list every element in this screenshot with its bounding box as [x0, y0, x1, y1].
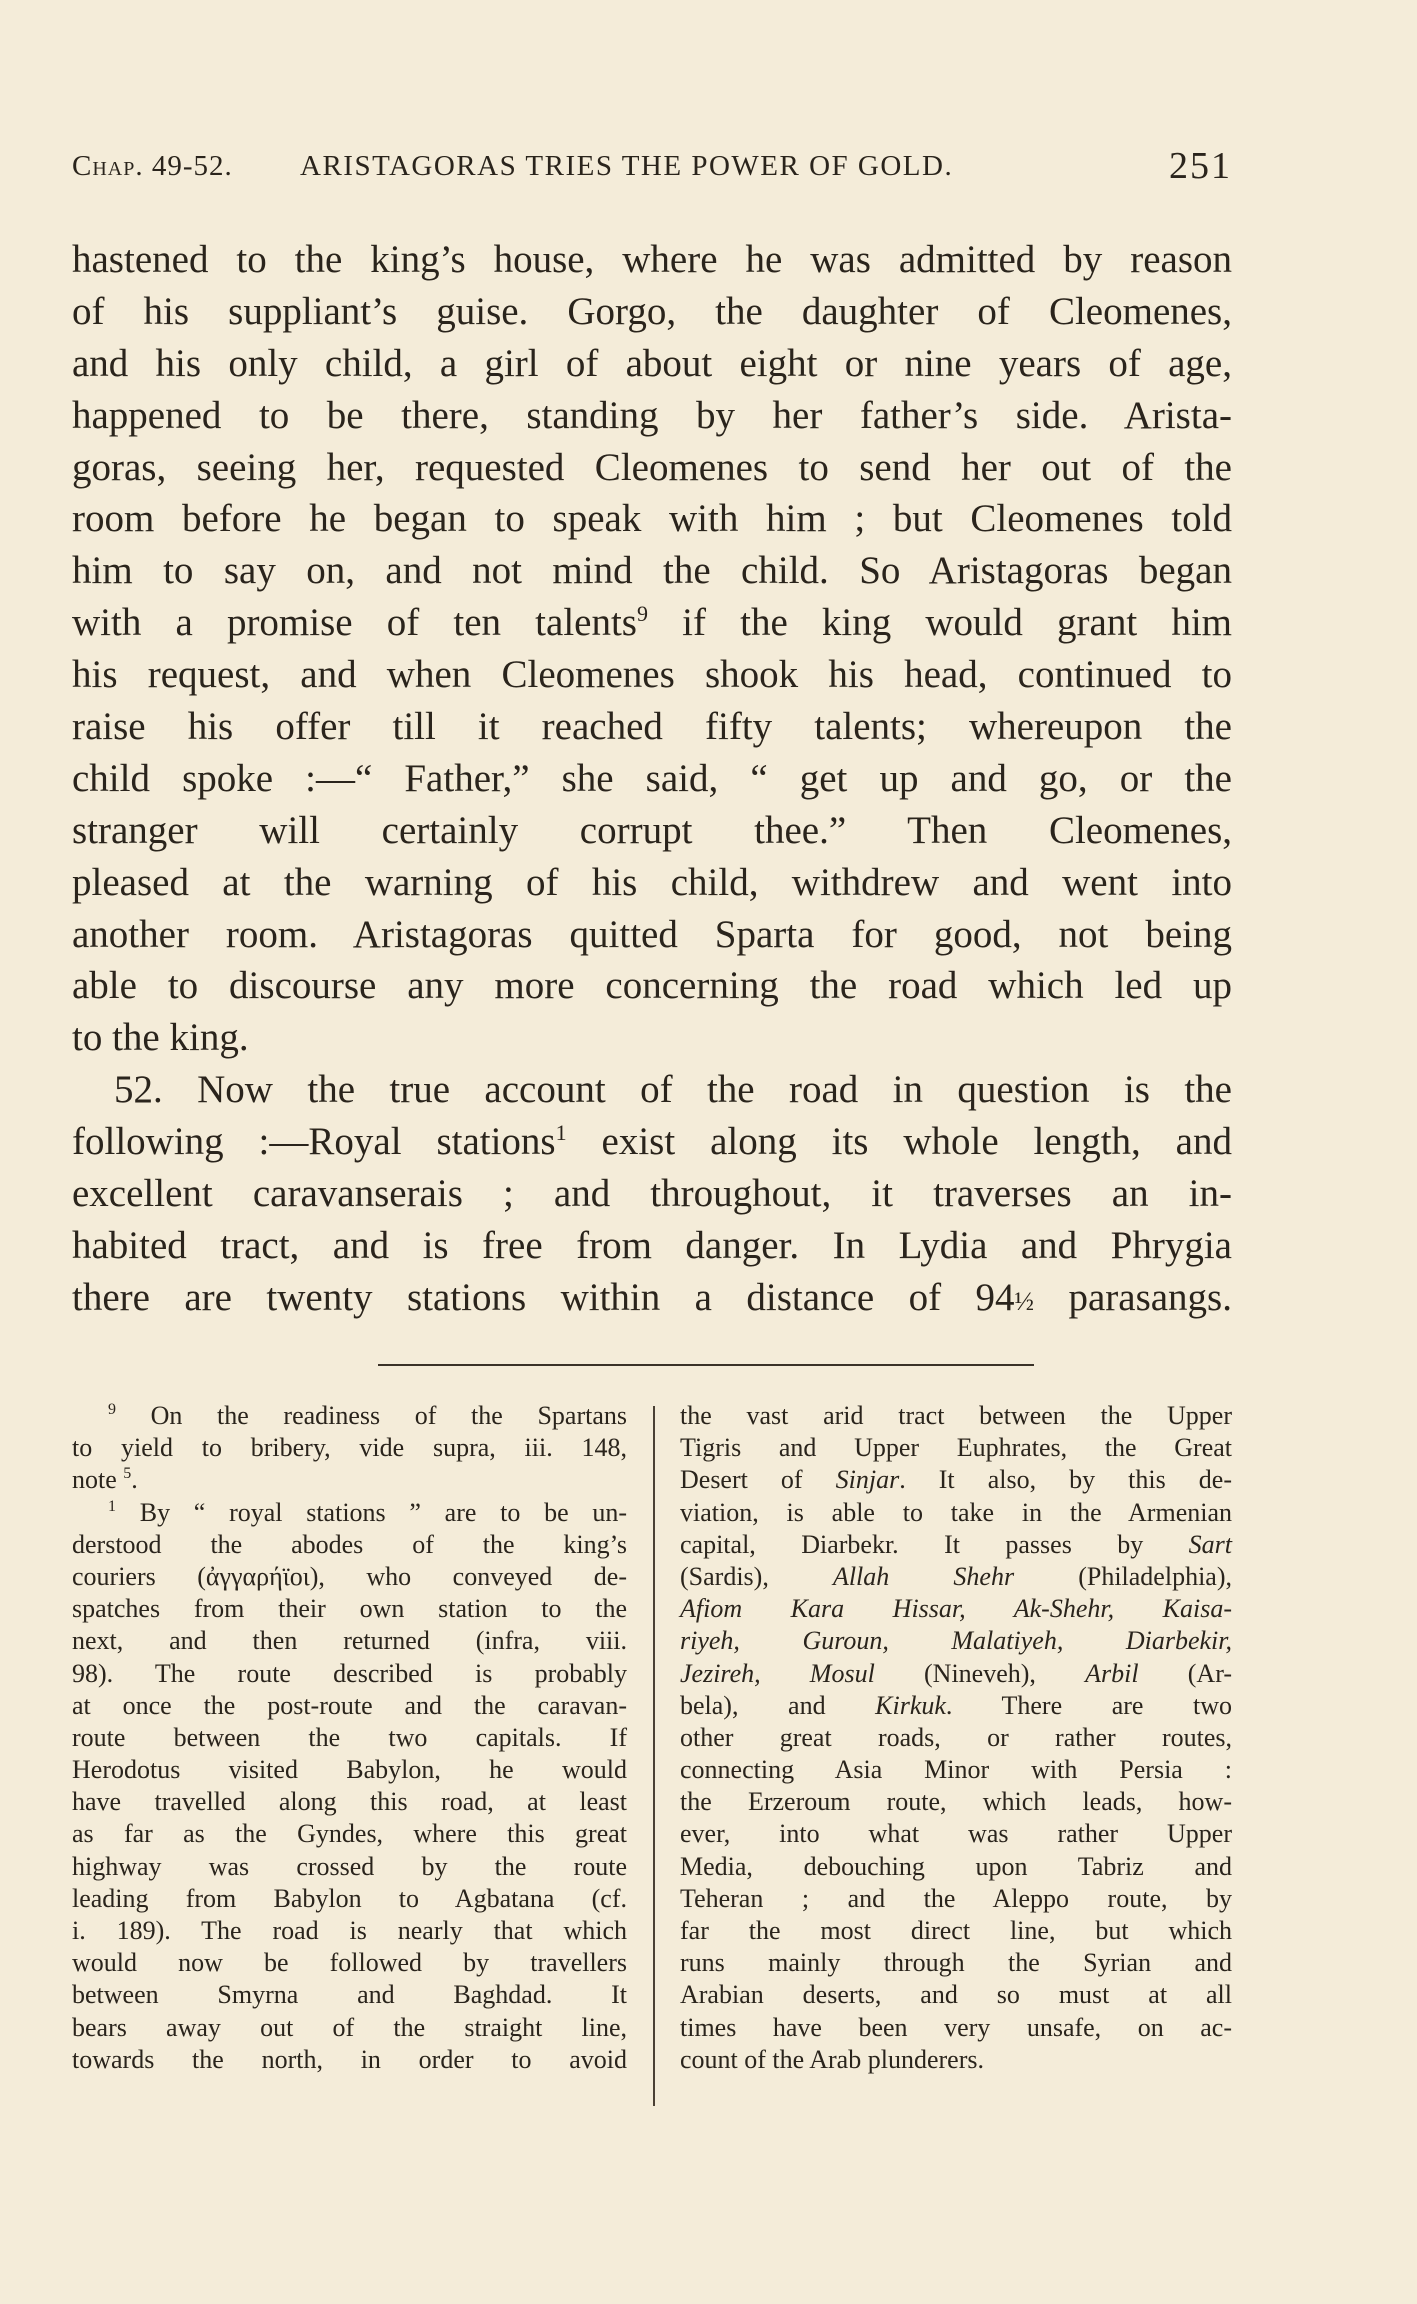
text-segment: . There are two [945, 1690, 1232, 1720]
text-line: pleased at the warning of his child, withdrew and went into [72, 860, 1232, 904]
footnote-line: 98). The route described is probably [72, 1658, 627, 1688]
footnote-number: 9 [108, 1401, 116, 1418]
text-segment: note [72, 1465, 124, 1495]
footnote-line: times have been very unsafe, on ac- [680, 2012, 1232, 2042]
footnote-line: viation, is able to take in the Armenian [680, 1497, 1232, 1527]
footnote-line: at once the post-route and the caravan- [72, 1690, 627, 1720]
text-line [72, 1116, 1232, 1168]
footnote-line: ever, into what was rather Upper [680, 1819, 1232, 1849]
footnote-line: between Smyrna and Baghdad. It [72, 1980, 627, 2010]
place-name: Kirkuk [875, 1690, 946, 1720]
text-segment: following :—Royal stations [72, 1120, 556, 1164]
footnote-line [680, 1690, 1232, 1722]
footnote-line: the vast arid tract between the Upper [680, 1401, 1232, 1430]
footnote-line [72, 1400, 627, 1432]
text-line: his request, and when Cleomenes shook his head, continued to [72, 653, 1232, 697]
footnotes-right-column [680, 1400, 1232, 2076]
footnote-line: Tigris and Upper Euphrates, the Great [680, 1433, 1232, 1463]
text-line: raise his offer till it reached fifty talents; whereupon the [72, 705, 1232, 749]
footnote-line: would now be followed by travellers [72, 1948, 627, 1978]
footnotes-left-column [72, 1400, 627, 2076]
text-segment: By “ royal stations ” are to be un- [116, 1497, 627, 1527]
footnote-line: runs mainly through the Syrian and [680, 1948, 1232, 1978]
text-line-section-52: 52. Now the true account of the road in question is the [114, 1068, 1232, 1112]
footnote-reference: 5 [123, 1465, 132, 1483]
footnote-line: far the most direct line, but which [680, 1916, 1232, 1945]
footnote-line: have travelled along this road, at least [72, 1787, 627, 1817]
footnote-line [680, 1625, 1232, 1657]
chapter-reference: Chap. 49-52. [72, 150, 233, 182]
footnote-line: Media, debouching upon Tabriz and [680, 1851, 1232, 1881]
footnote-line: spatches from their own station to the [72, 1594, 627, 1624]
text-segment: exist along its whole length, and [566, 1120, 1232, 1164]
footnote-line: as far as the Gyndes, where this great [72, 1819, 627, 1849]
footnote-line: towards the north, in order to avoid [72, 2044, 627, 2074]
text-line: stranger will certainly corrupt thee.” Then Cleomenes, [72, 808, 1232, 852]
text-line: happened to be there, standing by her father’s side. Arista- [72, 393, 1232, 437]
fraction: ½ [1014, 1286, 1035, 1316]
place-name: Arbil [1085, 1658, 1139, 1688]
text-segment: . [131, 1465, 138, 1495]
running-title: ARISTAGORAS TRIES THE POWER OF GOLD. [300, 150, 954, 182]
footnote-line: the Erzeroum route, which leads, how- [680, 1787, 1232, 1817]
footnote-number: 1 [108, 1497, 116, 1515]
place-name: Sart [1188, 1529, 1232, 1559]
place-name: Afiom Kara Hissar, Ak-Shehr, Kaisa- [680, 1594, 1232, 1624]
footnote-line: count of the Arab plunderers. [680, 2044, 984, 2074]
text-line: able to discourse any more concerning the road which led up [72, 964, 1232, 1008]
footnote-line: bears away out of the straight line, [72, 2012, 627, 2042]
footnote-line [72, 1464, 627, 1496]
text-line: room before he began to speak with him ; but Cleomenes told [72, 497, 1232, 541]
text-segment: (Sardis), [680, 1561, 833, 1591]
footnote-line [680, 1529, 1232, 1561]
text-segment: (Philadelphia), [1014, 1561, 1232, 1591]
place-name: Allah Shehr [832, 1561, 1015, 1591]
text-line: excellent caravanserais ; and throughout, it traverses an in- [72, 1172, 1232, 1216]
footnote-rule [378, 1364, 1034, 1366]
footnote-line: leading from Babylon to Agbatana (cf. [72, 1883, 627, 1913]
footnote-line: other great roads, or rather routes, [680, 1722, 1232, 1752]
footnote-line [72, 1497, 627, 1529]
place-name: Sinjar [835, 1465, 900, 1495]
footnote-line: to yield to bribery, vide supra, iii. 148, [72, 1433, 627, 1463]
text-segment: . It also, by this de- [899, 1465, 1232, 1495]
column-divider [653, 1406, 655, 2106]
text-line [72, 597, 1232, 649]
text-segment: (Nineveh), [874, 1658, 1086, 1688]
text-segment: On the readiness of the Spartans [116, 1401, 627, 1430]
place-name: riyeh, Guroun, Malatiyeh, Diarbekir, [680, 1626, 1232, 1656]
footnote-line: Herodotus visited Babylon, he would [72, 1755, 627, 1785]
text-line: him to say on, and not mind the child. So Aristagoras began [72, 549, 1232, 593]
footnote-line: couriers (ἀγγαρήϊοι), who conveyed de- [72, 1561, 627, 1591]
text-segment: with a promise of ten talents [72, 601, 637, 645]
text-line: and his only child, a girl of about eight or nine years of age, [72, 341, 1232, 385]
footnote-line: Teheran ; and the Aleppo route, by [680, 1883, 1232, 1913]
text-line: to the king. [72, 1016, 249, 1060]
text-line: child spoke :—“ Father,” she said, “ get up and go, or the [72, 756, 1232, 800]
text-segment: Desert of [680, 1465, 836, 1495]
footnote-line [680, 1561, 1232, 1593]
text-segment: bela), and [680, 1690, 876, 1720]
footnote-line [680, 1464, 1232, 1496]
text-segment: (Ar- [1138, 1658, 1232, 1688]
footnote-line: Arabian deserts, and so must at all [680, 1980, 1232, 2010]
text-line: of his suppliant’s guise. Gorgo, the daughter of Cleomenes, [72, 289, 1232, 333]
text-line: hastened to the king’s house, where he was admitted by reason [72, 238, 1232, 281]
footnote-line: next, and then returned (infra, viii. [72, 1626, 627, 1656]
main-text [72, 234, 1232, 1324]
footnote-line: route between the two capitals. If [72, 1722, 627, 1752]
text-segment: if the king would grant him [647, 601, 1232, 645]
footnote-line: derstood the abodes of the king’s [72, 1529, 627, 1559]
footnote-marker: 1 [555, 1120, 567, 1146]
footnote-line [680, 1658, 1232, 1690]
place-name: Jezireh, Mosul [680, 1658, 875, 1688]
footnote-marker: 9 [636, 601, 648, 627]
footnote-line: i. 189). The road is nearly that which [72, 1916, 627, 1945]
text-segment: capital, Diarbekr. It passes by [680, 1529, 1189, 1559]
text-segment: parasangs. [1034, 1275, 1232, 1319]
footnote-line: connecting Asia Minor with Persia : [680, 1755, 1232, 1785]
text-line: habited tract, and is free from danger. In Lydia and Phrygia [72, 1223, 1232, 1267]
running-head [72, 145, 1232, 190]
footnote-line [680, 1593, 1232, 1625]
text-line: another room. Aristagoras quitted Sparta for good, not being [72, 912, 1232, 956]
footnote-line: highway was crossed by the route [72, 1851, 627, 1881]
text-segment: there are twenty stations within a distance of 94 [72, 1275, 1015, 1319]
text-line: goras, seeing her, requested Cleomenes to send her out of the [72, 445, 1232, 489]
page-number: 251 [1169, 145, 1232, 187]
text-line [72, 1272, 1232, 1324]
